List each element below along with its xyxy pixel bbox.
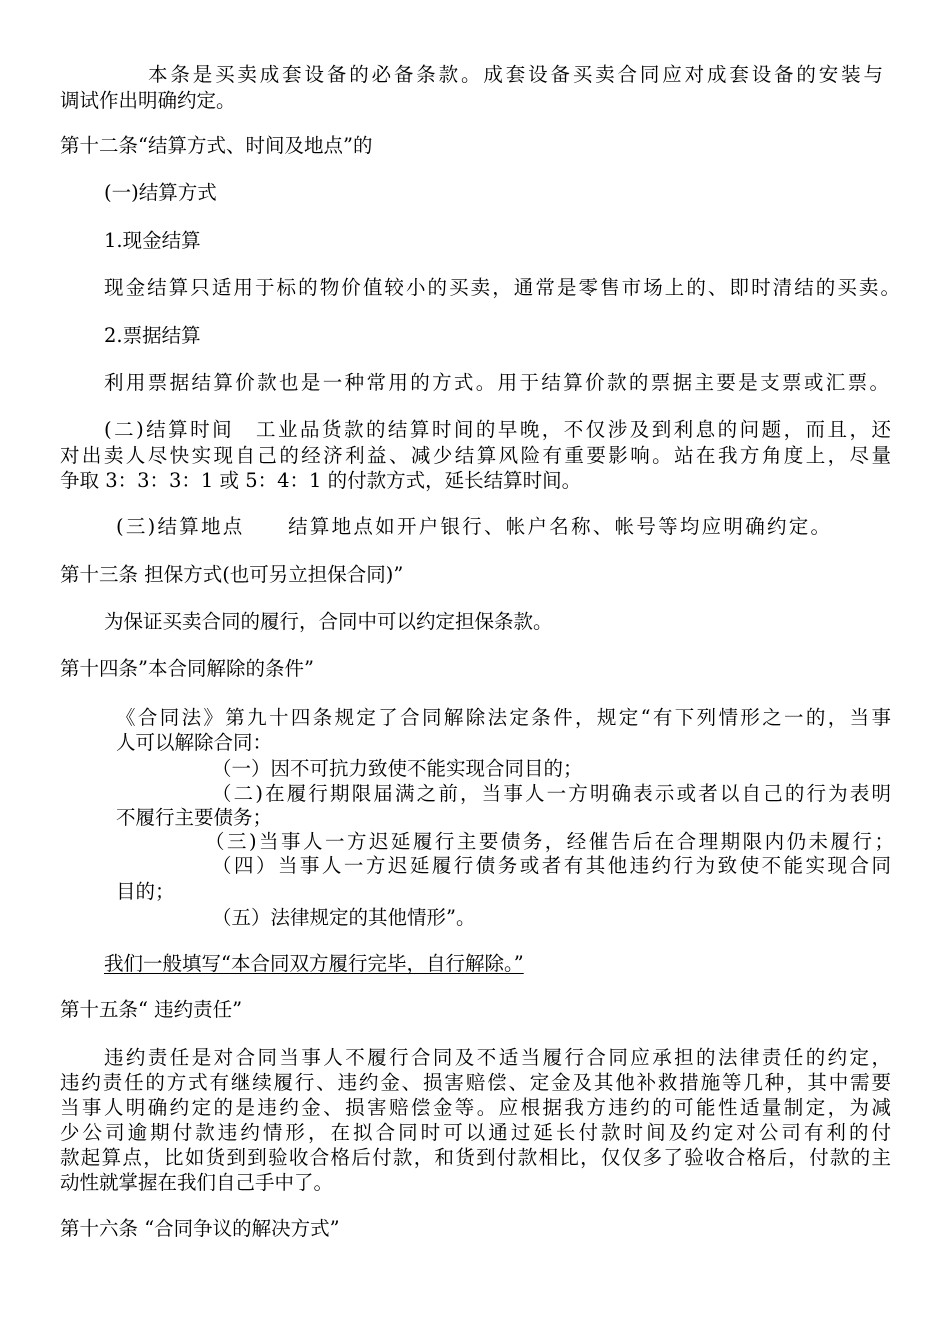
- paragraph-line: 《合同法》第九十四条规定了合同解除法定条件，规定“有下列情形之一的，当事: [116, 706, 891, 729]
- paragraph-line: 争取 3：3：3：1 或 5：4：1 的付款方式，延长结算时间。: [60, 469, 582, 492]
- article-13-heading: 第十三条 担保方式(也可另立担保合同)”: [60, 563, 404, 586]
- paragraph-line: 当事人明确约定的是违约金、损害赔偿金等。应根据我方违约的可能性适量制定，为减: [60, 1096, 891, 1119]
- intro-paragraph-line: 调试作出明确约定。: [60, 89, 236, 112]
- paragraph-line: 违约责任的方式有继续履行、违约金、损害赔偿、定金及其他补救措施等几种，其中需要: [60, 1071, 891, 1094]
- item-heading: 2.票据结算: [104, 324, 201, 347]
- paragraph-line: 款起算点，比如货到到验收合格后付款，和货到付款相比，仅仅多了验收合格后，付款的主: [60, 1146, 891, 1169]
- paragraph-line: (二)结算时间 工业品货款的结算时间的早晚，不仅涉及到利息的问题，而且，还: [104, 418, 891, 441]
- list-item: （五）法律规定的其他情形”。: [212, 906, 476, 929]
- paragraph: 为保证买卖合同的履行，合同中可以约定担保条款。: [104, 610, 553, 633]
- article-12-heading: 第十二条“结算方式、时间及地点”的: [60, 134, 373, 157]
- underlined-note: 我们一般填写“本合同双方履行完毕，自行解除。”: [104, 952, 524, 975]
- subsection-heading: (一)结算方式: [104, 181, 217, 204]
- article-15-heading: 第十五条“ 违约责任”: [60, 998, 243, 1021]
- paragraph-line: 少公司逾期付款违约情形，在拟合同时可以通过延长付款时间及约定对公司有利的付: [60, 1121, 891, 1144]
- paragraph: 现金结算只适用于标的物价值较小的买卖，通常是零售市场上的、即时清结的买卖。: [104, 276, 900, 299]
- list-item: （三)当事人一方迟延履行主要债务，经催告后在合理期限内仍未履行；: [205, 830, 894, 853]
- list-item: （一）因不可抗力致使不能实现合同目的；: [212, 757, 583, 780]
- intro-paragraph-line: 本条是买卖成套设备的必备条款。成套设备买卖合同应对成套设备的安装与: [148, 63, 883, 86]
- list-item-line: 目的；: [116, 880, 175, 903]
- item-heading: 1.现金结算: [104, 229, 201, 252]
- list-item-line: （二)在履行期限届满之前，当事人一方明确表示或者以自己的行为表明: [212, 782, 891, 805]
- paragraph: 利用票据结算价款也是一种常用的方式。用于结算价款的票据主要是支票或汇票。: [104, 371, 889, 394]
- paragraph-line: 对出卖人尽快实现自己的经济利益、减少结算风险有重要影响。站在我方角度上，尽量: [60, 444, 891, 467]
- article-16-heading: 第十六条 “合同争议的解决方式”: [60, 1217, 340, 1240]
- paragraph: (三)结算地点 结算地点如开户银行、帐户名称、帐号等均应明确约定。: [116, 515, 830, 538]
- list-item-line: （四）当事人一方迟延履行债务或者有其他违约行为致使不能实现合同: [212, 854, 891, 877]
- paragraph-line: 人可以解除合同：: [116, 731, 273, 754]
- list-item-line: 不履行主要债务；: [116, 806, 273, 829]
- article-14-heading: 第十四条”本合同解除的条件”: [60, 657, 314, 680]
- paragraph-line: 违约责任是对合同当事人不履行合同及不适当履行合同应承担的法律责任的约定，: [104, 1046, 891, 1069]
- paragraph-line: 动性就掌握在我们自己手中了。: [60, 1171, 334, 1194]
